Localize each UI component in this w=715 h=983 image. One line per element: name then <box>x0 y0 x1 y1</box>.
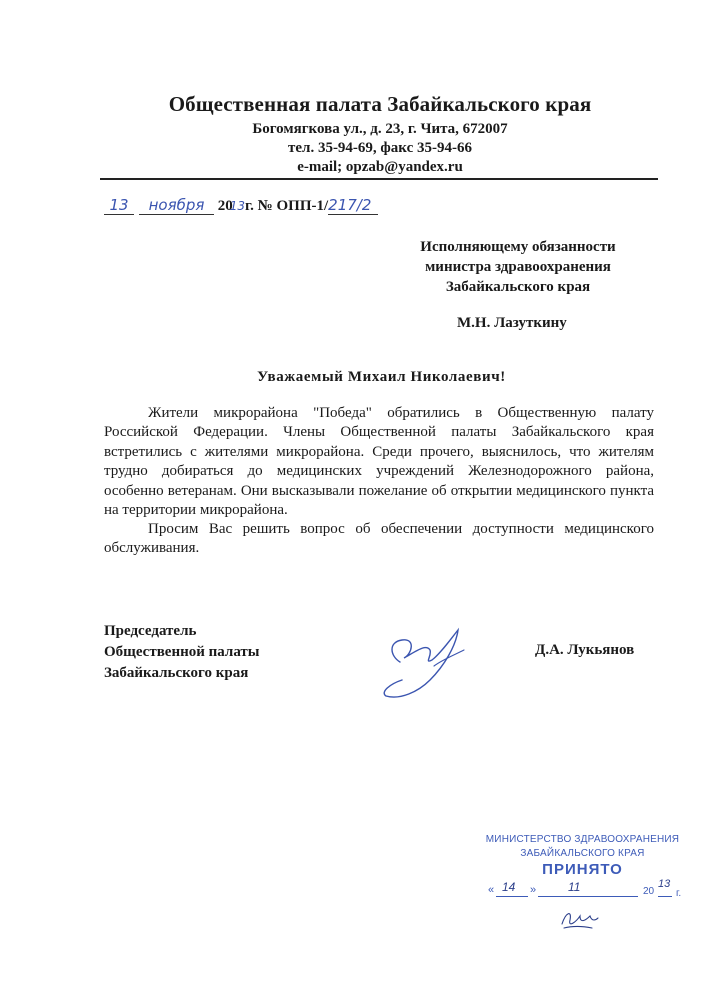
stamp-month-line <box>538 896 638 897</box>
addressee-line-1: Исполняющему обязанности <box>420 239 616 255</box>
stamp-status: ПРИНЯТО <box>542 861 623 878</box>
handwritten-signature <box>372 620 482 705</box>
stamp-century: 20 <box>643 886 655 897</box>
signer-title-line-2: Общественной палаты <box>104 644 260 660</box>
ref-day: 13 <box>104 196 134 215</box>
signer-title-line-1: Председатель <box>104 623 197 639</box>
signer-title-line-3: Забайкальского края <box>104 665 249 681</box>
ref-year-suffix: г. <box>245 198 254 214</box>
addressee-line-2: министра здравоохранения <box>425 259 611 275</box>
signer-name: Д.А. Лукьянов <box>535 642 635 658</box>
stamp-ministry-line: МИНИСТЕРСТВО ЗДРАВООХРАНЕНИЯ <box>485 834 680 845</box>
stamp-region-line: ЗАБАЙКАЛЬСКОГО КРАЯ <box>520 848 645 859</box>
body-paragraph-2: Просим Вас решить вопрос об обеспечении доступности медицинского обслуживания. <box>104 521 654 557</box>
reference-line <box>104 196 378 215</box>
stamp-year: 13 <box>658 878 671 890</box>
ref-month: ноября <box>139 196 214 215</box>
ref-year-prefix: 20 <box>217 198 233 214</box>
ref-number-prefix: № ОПП-1/ <box>257 198 329 214</box>
stamp-quote-close: » <box>530 884 537 896</box>
org-email: e-mail; opzab@yandex.ru <box>297 159 463 175</box>
org-name: Общественная палата Забайкальского края <box>168 92 592 116</box>
stamp-month: 11 <box>568 880 581 894</box>
ref-year: 13 <box>229 199 246 213</box>
ref-number: 217/2 <box>328 196 378 215</box>
header-divider <box>100 178 658 180</box>
stamp-day: 14 <box>502 880 516 894</box>
stamp-date <box>488 880 698 898</box>
salutation: Уважаемый Михаил Николаевич! <box>257 369 506 385</box>
stamp-year-line <box>658 896 672 897</box>
stamp-quote-open: « <box>488 884 495 896</box>
org-phones: тел. 35-94-69, факс 35-94-66 <box>288 140 472 156</box>
stamp-year-suffix: г. <box>676 888 682 899</box>
org-address: Богомягкова ул., д. 23, г. Чита, 672007 <box>252 121 508 137</box>
addressee-name: М.Н. Лазуткину <box>457 315 567 331</box>
stamp-day-line <box>496 896 528 897</box>
addressee-line-3: Забайкальского края <box>445 279 591 295</box>
stamp-initials-signature <box>558 906 602 932</box>
body-paragraph-1: Жители микрорайона "Победа" обратились в Общественную палату Российской Федерации. Члены Общественной палаты Забайкальского края встретились с жителями микрорайона. Среди прочего, выяснилось, что жителям трудно добираться до медицинских учреждений Железнодорожного района, особенно ветеранам. Они высказывали пожелание об открытии медицинского пункта на территории микрорайона. <box>104 405 654 519</box>
